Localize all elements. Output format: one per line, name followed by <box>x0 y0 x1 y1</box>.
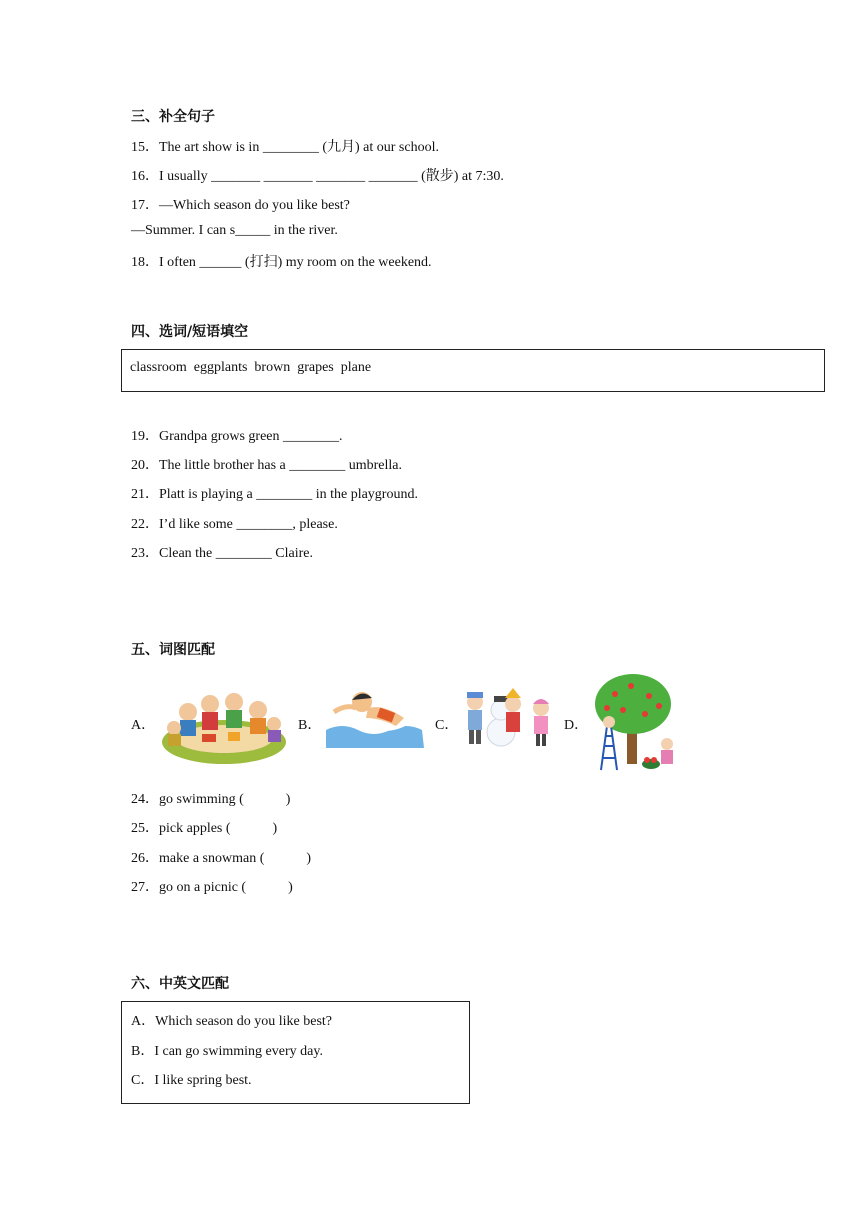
swimming-image <box>322 688 428 750</box>
question-23: 23．Clean the ________ Claire. <box>131 546 313 561</box>
option-b-label: B． <box>298 718 322 733</box>
option-a-label: A． <box>131 718 156 733</box>
question-15: 15．The art show is in ________ (九月) at our school. <box>131 140 439 155</box>
question-19: 19．Grandpa grows green ________. <box>131 429 343 444</box>
option-c-label: C． <box>435 718 459 733</box>
question-20: 20．The little brother has a ________ umbrella. <box>131 458 402 473</box>
option-d-label: D． <box>564 718 589 733</box>
question-26: 26．make a snowman ( ) <box>131 851 312 866</box>
question-17: 17．—Which season do you like best? <box>131 198 350 213</box>
section-3-heading: 三、补全句子 <box>131 109 215 125</box>
question-16: 16．I usually _______ _______ _______ _______ (散步) at 7:30. <box>131 169 504 184</box>
sentence-c: C．I like spring best. <box>131 1073 252 1088</box>
question-25: 25．pick apples ( ) <box>131 821 278 836</box>
picnic-image <box>158 684 290 766</box>
sentence-a: A．Which season do you like best? <box>131 1014 333 1029</box>
sentence-b: B．I can go swimming every day. <box>131 1044 323 1059</box>
question-18: 18．I often ______ (打扫) my room on the weekend. <box>131 255 432 270</box>
section-6-heading: 六、中英文匹配 <box>131 976 229 992</box>
section-5-heading: 五、词图匹配 <box>131 642 215 658</box>
word-bank-box <box>121 349 825 392</box>
snowman-image <box>461 686 557 752</box>
section-4-heading: 四、选词/短语填空 <box>131 324 249 340</box>
apple-tree-image <box>591 674 681 774</box>
question-17-answer: —Summer. I can s_____ in the river. <box>131 223 338 238</box>
question-22: 22．I’d like some ________, please. <box>131 517 338 532</box>
question-27: 27．go on a picnic ( ) <box>131 880 293 895</box>
question-21: 21．Platt is playing a ________ in the playground. <box>131 487 418 502</box>
question-24: 24．go swimming ( ) <box>131 792 291 807</box>
word-bank: classroom eggplants brown grapes plane <box>130 360 372 375</box>
